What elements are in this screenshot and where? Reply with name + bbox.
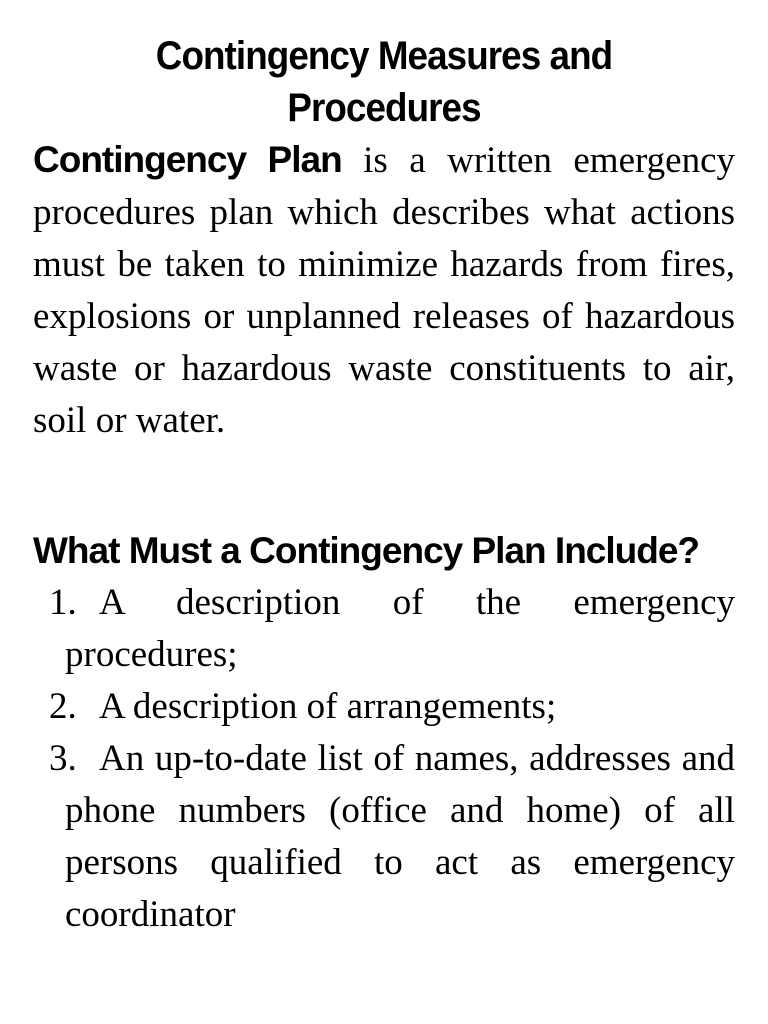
definition-text: is a written emergency procedures plan which describes what actions must be taken to minimize hazards from fires, explosions or unplanned releases of hazardous waste or hazardous waste constituents to air, soil or water.: [33, 140, 736, 441]
list-item-text: An up-to-date list of names, addresses and phone numbers (office and home) of all persons qualified to act as emergency coordinator: [65, 738, 735, 935]
definition-term: Contingency Plan: [33, 139, 342, 180]
page-title: Contingency Measures and Procedures: [155, 34, 613, 130]
definition-paragraph: [33, 134, 735, 447]
list-item-text: A description of arrangements;: [99, 686, 557, 727]
list-item-number: 3.: [49, 738, 77, 779]
list-item: [33, 733, 735, 941]
section-spacer: [33, 447, 735, 525]
requirements-list: [33, 577, 735, 941]
section-heading: What Must a Contingency Plan Include?: [33, 530, 700, 571]
list-item-text: A description of the emergency procedures;: [65, 582, 735, 675]
list-item: [33, 681, 735, 733]
list-item-number: 2.: [49, 686, 77, 727]
list-item-number: 1.: [49, 582, 77, 623]
document-page: [33, 30, 735, 941]
list-item: [33, 577, 735, 681]
